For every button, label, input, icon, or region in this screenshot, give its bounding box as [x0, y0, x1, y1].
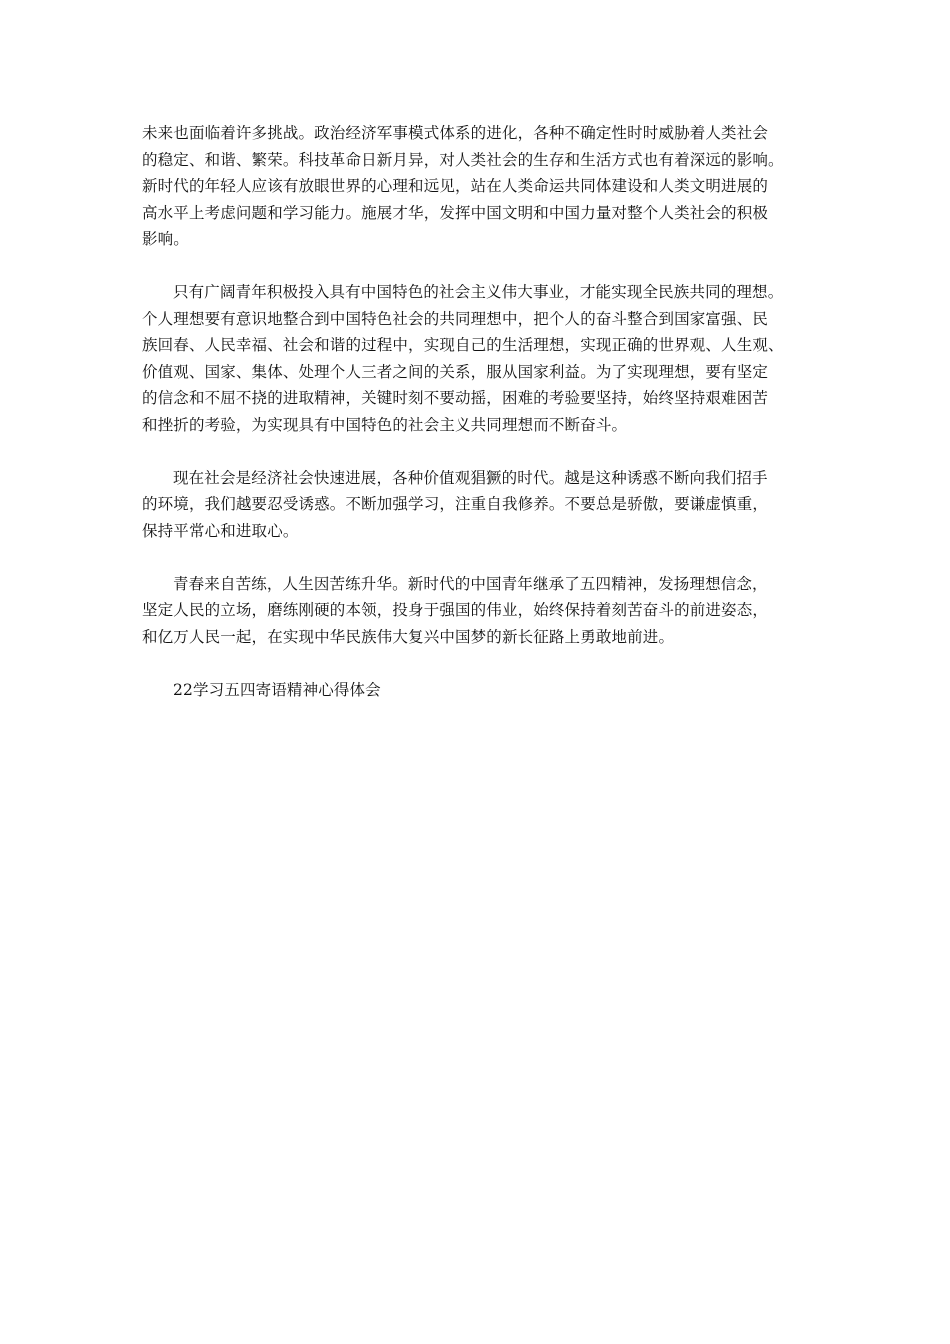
paragraph-resist-temptation [142, 465, 822, 545]
heading-text: 22学习五四寄语精神心得体会 [173, 680, 381, 699]
text-line: 的信念和不屈不挠的进取精神，关键时刻不要动摇，困难的考验要坚持，始终坚持艰难困苦 [142, 389, 769, 407]
text-line: 现在社会是经济社会快速进展，各种价值观猖獗的时代。越是这种诱惑不断向我们招手 [173, 468, 768, 487]
text-line: 的稳定、和谐、繁荣。科技革命日新月异，对人类社会的生存和生活方式也有着深远的影响。 [142, 150, 784, 169]
text-line: 和亿万人民一起，在实现中华民族伟大复兴中国梦的新长征路上勇敢地前进。 [142, 627, 675, 646]
text-line: 和挫折的考验，为实现具有中国特色的社会主义共同理想而不断奋斗。 [142, 415, 628, 434]
section-heading [142, 677, 822, 704]
text-line: 坚定人民的立场，磨练刚硬的本领，投身于强国的伟业，始终保持着刻苦奋斗的前进姿态， [142, 601, 769, 619]
text-line: 只有广阔青年积极投入具有中国特色的社会主义伟大事业，才能实现全民族共同的理想。 [173, 283, 784, 301]
document-body [142, 120, 822, 730]
text-line: 青春来自苦练，人生因苦练升华。新时代的中国青年继承了五四精神，发扬理想信念， [173, 574, 768, 593]
paragraph-common-ideal [142, 279, 822, 438]
text-line: 新时代的年轻人应该有放眼世界的心理和远见，站在人类命运共同体建设和人类文明进展的 [142, 177, 769, 195]
text-line: 价值观、国家、集体、处理个人三者之间的关系，服从国家利益。为了实现理想，要有坚定 [142, 362, 769, 381]
text-line: 个人理想要有意识地整合到中国特色社会的共同理想中，把个人的奋斗整合到国家富强、民 [142, 309, 769, 328]
paragraph-future-challenges [142, 120, 822, 253]
text-line: 影响。 [142, 230, 189, 248]
text-line: 族回春、人民幸福、社会和谐的过程中，实现自己的生活理想，实现正确的世界观、人生观、 [142, 336, 784, 354]
text-line: 的环境，我们越要忍受诱惑。不断加强学习，注重自我修养。不要总是骄傲，要谦虚慎重， [142, 495, 769, 513]
paragraph-youth-spirit [142, 571, 822, 651]
text-line: 保持平常心和进取心。 [142, 521, 299, 540]
text-line: 高水平上考虑问题和学习能力。施展才华，发挥中国文明和中国力量对整个人类社会的积极 [142, 203, 769, 222]
text-line: 未来也面临着许多挑战。政治经济军事模式体系的进化，各种不确定性时时威胁着人类社会 [142, 124, 769, 142]
